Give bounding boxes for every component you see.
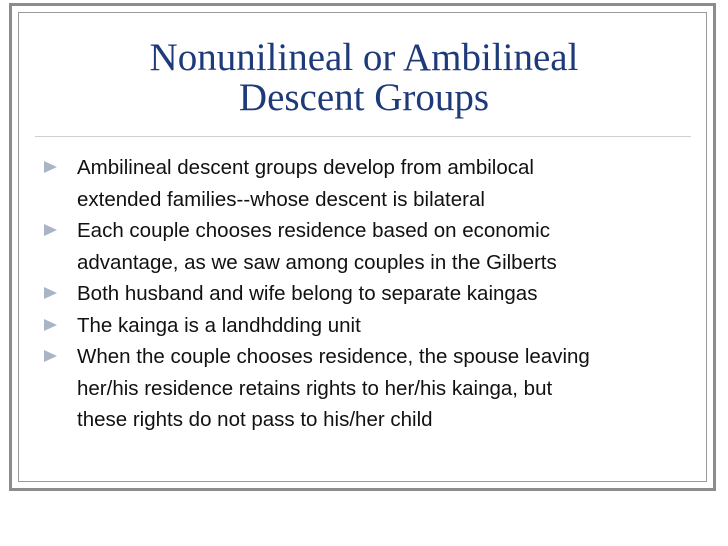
bullet-item (34, 310, 694, 342)
bullet-line: Both husband and wife belong to separate kaingas (77, 282, 538, 305)
bullet-item (34, 341, 694, 436)
triangle-bullet-icon (44, 319, 57, 331)
bullet-item (34, 215, 694, 278)
bullet-line: advantage, as we saw among couples in the Gilberts (77, 250, 557, 274)
bullet-line: extended families--whose descent is bilateral (77, 187, 485, 211)
title-line-1: Nonunilineal or Ambilineal (149, 36, 579, 79)
bullet-item (34, 152, 694, 215)
triangle-bullet-icon (44, 161, 57, 173)
title-line-2: Descent Groups (238, 76, 490, 119)
slide-title (20, 38, 708, 118)
bullet-item (34, 278, 694, 310)
bullet-line: these rights do not pass to his/her child (77, 408, 433, 431)
bullet-line: Ambilineal descent groups develop from ambilocal (77, 156, 534, 179)
bullet-line: When the couple chooses residence, the spouse leaving (77, 345, 590, 368)
bullet-list (34, 152, 694, 436)
title-divider (35, 136, 691, 137)
bullet-line: Each couple chooses residence based on economic (77, 219, 550, 242)
bullet-line: her/his residence retains rights to her/his kainga, but (77, 376, 553, 400)
triangle-bullet-icon (44, 350, 57, 362)
bullet-line: The kainga is a landhdding unit (77, 313, 361, 337)
triangle-bullet-icon (44, 287, 57, 299)
triangle-bullet-icon (44, 224, 57, 236)
